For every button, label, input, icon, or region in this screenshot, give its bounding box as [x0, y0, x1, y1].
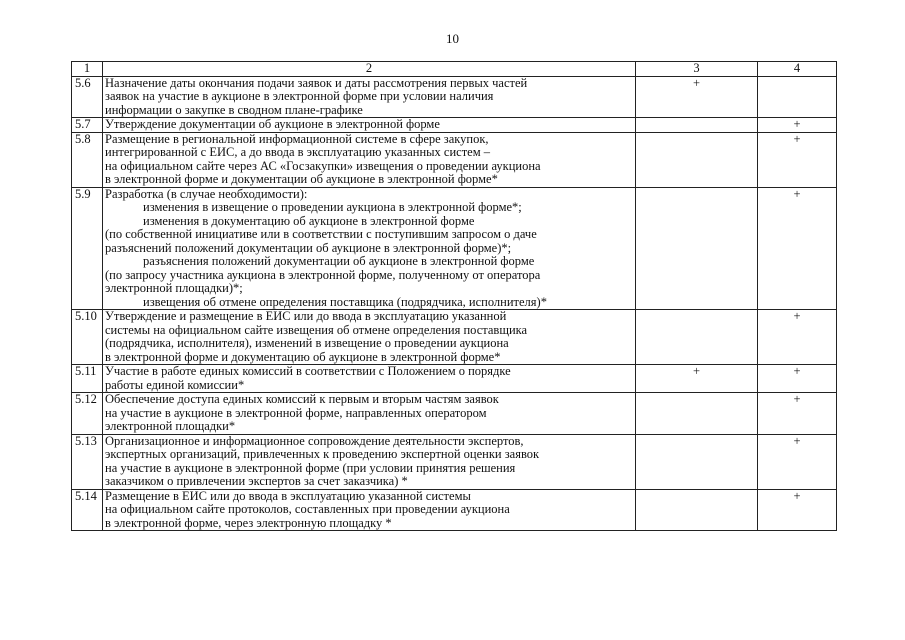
- row-description-cell: [103, 187, 636, 310]
- description-line: на участие в аукционе в электронной форме, направленных оператором: [105, 405, 487, 420]
- description-line: интегрированной с ЕИС, а до ввода в эксплуатацию указанных систем –: [105, 145, 491, 159]
- row-description-cell: [103, 393, 636, 435]
- description-line: заказчиком о привлечении экспертов за счет заказчика) *: [105, 474, 408, 488]
- table-row: [72, 310, 837, 365]
- col4-mark-cell: +: [758, 365, 837, 393]
- description-line: разъяснений положений документации об аукционе в электронной форме)*;: [105, 240, 512, 255]
- column-header: 1: [72, 62, 103, 77]
- row-description-cell: [103, 365, 636, 393]
- col4-mark-cell: +: [758, 132, 837, 187]
- row-description-cell: [103, 132, 636, 187]
- description-line: в электронной форме, через электронную площадку *: [105, 515, 392, 530]
- col4-mark-cell: +: [758, 434, 837, 489]
- table-row: [72, 489, 837, 531]
- description-line: в электронной форме и документацию об аукционе в электронной форме*: [105, 349, 501, 364]
- row-number-cell: 5.9: [72, 187, 103, 310]
- column-header: 3: [636, 62, 758, 77]
- col3-mark-cell: [636, 434, 758, 489]
- table-row: [72, 187, 837, 310]
- description-line: Организационное и информационное сопровождение деятельности экспертов,: [105, 433, 524, 448]
- row-description-cell: [103, 434, 636, 489]
- description-line: на официальном сайте через АС «Госзакупки» извещения о проведении аукциона: [105, 158, 541, 173]
- col4-mark-cell: +: [758, 118, 837, 133]
- description-line: изменения в извещение о проведении аукциона в электронной форме*;: [143, 200, 522, 214]
- procedure-table: [71, 61, 837, 531]
- description-line: (подрядчика, исполнителя), изменений в извещение о проведении аукциона: [105, 336, 509, 350]
- description-line: (по собственной инициативе или в соответствии с поступившим запросом о даче: [105, 227, 537, 241]
- col4-mark-cell: +: [758, 310, 837, 365]
- col4-mark-cell: +: [758, 187, 837, 310]
- col4-mark-cell: +: [758, 489, 837, 531]
- table-row: [72, 132, 837, 187]
- col3-mark-cell: [636, 187, 758, 310]
- col3-mark-cell: [636, 393, 758, 435]
- description-line: Размещение в ЕИС или до ввода в эксплуатацию указанной системы: [105, 488, 471, 503]
- description-line: работы единой комиссии*: [105, 377, 245, 392]
- description-line: в электронной форме и документации об аукционе в электронной форме*: [105, 172, 498, 186]
- description-line: изменения в документацию об аукционе в электронной форме: [143, 213, 475, 228]
- col3-mark-cell: +: [636, 76, 758, 118]
- description-line: электронной площадки)*;: [105, 281, 243, 295]
- description-line: Обеспечение доступа единых комиссий к первым и вторым частям заявок: [105, 392, 499, 406]
- row-number-cell: 5.7: [72, 118, 103, 133]
- page-number: 10: [446, 31, 459, 46]
- description-line: Участие в работе единых комиссий в соответствии с Положением о порядке: [105, 364, 511, 378]
- description-line: Утверждение и размещение в ЕИС или до ввода в эксплуатацию указанной: [105, 309, 507, 323]
- table-row: [72, 76, 837, 118]
- row-number-cell: 5.8: [72, 132, 103, 187]
- col3-mark-cell: +: [636, 365, 758, 393]
- row-description-cell: [103, 310, 636, 365]
- row-number-cell: 5.12: [72, 393, 103, 435]
- description-line: на участие в аукционе в электронной форме (при условии принятия решения: [105, 460, 516, 475]
- row-number-cell: 5.14: [72, 489, 103, 531]
- row-number-cell: 5.10: [72, 310, 103, 365]
- description-line: электронной площадки*: [105, 419, 236, 433]
- description-line: извещения об отмене определения поставщика (подрядчика, исполнителя)*: [143, 294, 547, 309]
- table-header-row: [72, 62, 837, 77]
- table-row: [72, 118, 837, 133]
- description-line: Разработка (в случае необходимости):: [105, 186, 308, 201]
- col4-mark-cell: +: [758, 393, 837, 435]
- table-row: [72, 393, 837, 435]
- col3-mark-cell: [636, 118, 758, 133]
- description-line: (по запросу участника аукциона в электронной форме, полученному от оператора: [105, 267, 541, 282]
- row-number-cell: 5.11: [72, 365, 103, 393]
- column-header: 2: [103, 62, 636, 77]
- col3-mark-cell: [636, 132, 758, 187]
- description-line: разъяснения положений документации об аукционе в электронной форме: [143, 254, 535, 268]
- description-line: Утверждение документации об аукционе в электронной форме: [105, 117, 440, 131]
- col4-mark-cell: [758, 76, 837, 118]
- description-line: заявок на участие в аукционе в электронной форме при условии наличия: [105, 89, 494, 103]
- table-row: [72, 365, 837, 393]
- description-line: на официальном сайте протоколов, составленных при проведении аукциона: [105, 502, 510, 516]
- row-description-cell: [103, 118, 636, 133]
- col3-mark-cell: [636, 489, 758, 531]
- col3-mark-cell: [636, 310, 758, 365]
- row-number-cell: 5.13: [72, 434, 103, 489]
- description-line: системы на официальном сайте извещения об отмене определения поставщика: [105, 322, 528, 337]
- description-line: Размещение в региональной информационной системе в сфере закупок,: [105, 131, 489, 146]
- description-line: экспертных организаций, привлеченных к проведению экспертной оценки заявок: [105, 447, 540, 461]
- row-description-cell: [103, 76, 636, 118]
- column-header: 4: [758, 62, 837, 77]
- table-row: [72, 434, 837, 489]
- row-description-cell: [103, 489, 636, 531]
- description-line: информации о закупке в сводном плане-графике: [105, 102, 363, 117]
- description-line: Назначение даты окончания подачи заявок и даты рассмотрения первых частей: [105, 75, 528, 90]
- row-number-cell: 5.6: [72, 76, 103, 118]
